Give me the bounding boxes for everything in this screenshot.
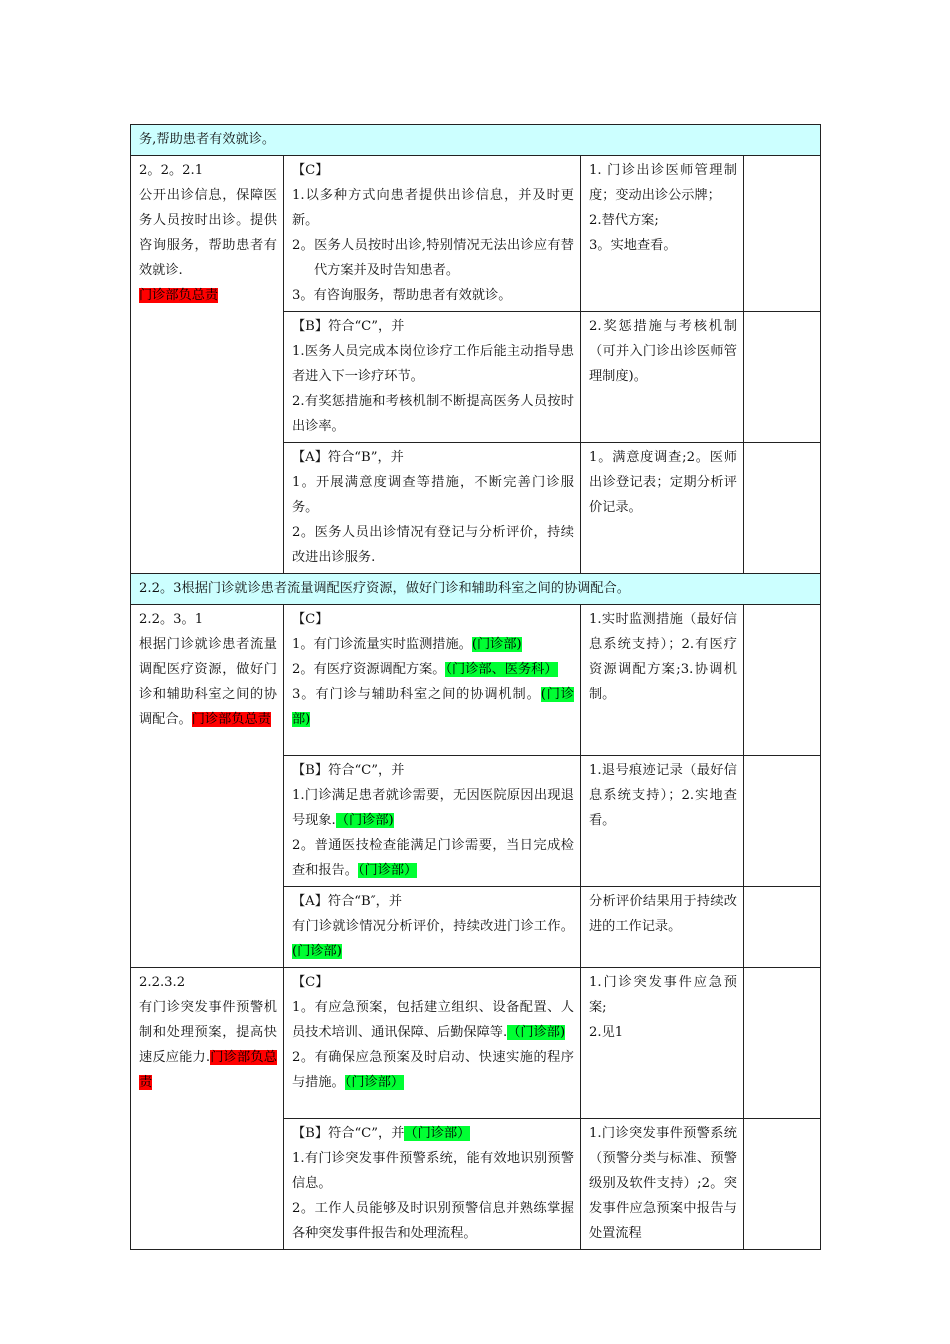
criteria-a-cell bbox=[284, 887, 581, 968]
dept-tag: (门诊部) bbox=[292, 687, 574, 727]
evidence-line: 2.替代方案; bbox=[589, 213, 659, 228]
evidence-line: 1.门诊突发事件预警系统（预警分类与标准、预警级别及软件支持）;2。突发事件应急预案中报告与处置流程 bbox=[589, 1126, 737, 1241]
criteria-c-cell bbox=[284, 968, 581, 1119]
section-header-cell: 务,帮助患者有效就诊。 bbox=[131, 125, 821, 156]
criteria-line: 2。有医疗资源调配方案。 bbox=[292, 662, 446, 677]
criteria-line: 1.以多种方式向患者提供出诊信息，并及时更新。 bbox=[292, 188, 574, 228]
evidence-line: 3。实地查看。 bbox=[589, 238, 677, 253]
criteria-line: 1。有应急预案，包括建立组织、设备配置、人员技术培训、通讯保障、后勤保障等. bbox=[292, 1000, 574, 1040]
grade-heading: 【A】符合“B″，并 bbox=[292, 894, 403, 909]
grade-heading: 【C】 bbox=[292, 612, 329, 627]
empty-cell bbox=[744, 443, 821, 574]
section-header-cell: 2.2。3根据门诊就诊患者流量调配医疗资源，做好门诊和辅助科室之间的协调配合。 bbox=[131, 574, 821, 605]
owner-highlight: 门诊部负总责 bbox=[191, 712, 271, 727]
item-cell bbox=[131, 968, 284, 1250]
criteria-line: 1.有门诊突发事件预警系统，能有效地识别预警信息。 bbox=[292, 1151, 574, 1191]
owner-highlight: 门诊部负总责 bbox=[139, 288, 219, 303]
empty-cell bbox=[744, 312, 821, 443]
criteria-line: 有门诊就诊情况分析评价，持续改进门诊工作。 bbox=[292, 919, 574, 934]
criteria-line: 1。有门诊流量实时监测措施。 bbox=[292, 637, 472, 652]
criteria-line: 3。有门诊与辅助科室之间的协调机制。 bbox=[292, 687, 541, 702]
empty-cell bbox=[744, 887, 821, 968]
criteria-c-cell bbox=[284, 156, 581, 312]
criteria-line: 2。医务人员按时出诊,特别情况无法出诊应有替代方案并及时告知患者。 bbox=[292, 238, 574, 278]
item-code: 2。2。2.1 bbox=[139, 163, 204, 178]
item-description: 根据门诊就诊患者流量调配医疗资源，做好门诊和辅助科室之间的协调配合。 bbox=[139, 637, 277, 727]
evidence-cell bbox=[581, 312, 744, 443]
dept-tag: （门诊部) bbox=[335, 813, 394, 828]
item-description: 有门诊突发事件预警机制和处理预案，提高快速反应能力. bbox=[139, 1000, 277, 1065]
empty-cell bbox=[744, 605, 821, 756]
dept-tag: （门诊部) bbox=[507, 1025, 566, 1040]
item-cell bbox=[131, 605, 284, 968]
evidence-cell bbox=[581, 443, 744, 574]
section-header-row bbox=[131, 125, 821, 156]
grade-heading: 【C】 bbox=[292, 163, 329, 178]
evidence-line: 2.见1 bbox=[589, 1025, 624, 1040]
evidence-cell bbox=[581, 1119, 744, 1250]
item-cell bbox=[131, 156, 284, 574]
empty-cell bbox=[744, 968, 821, 1119]
evidence-cell bbox=[581, 605, 744, 756]
grade-heading: 【B】符合“C”，并 bbox=[292, 1126, 405, 1141]
empty-cell bbox=[744, 756, 821, 887]
criteria-line: 2。工作人员能够及时识别预警信息并熟练掌握各种突发事件报告和处理流程。 bbox=[292, 1201, 574, 1241]
evidence-line: 1. 门诊出诊医师管理制度；变动出诊公示牌； bbox=[589, 163, 737, 203]
evidence-line: 1.退号痕迹记录（最好信息系统支持）；2.实地查看。 bbox=[589, 763, 737, 828]
grade-heading: 【A】符合“B”，并 bbox=[292, 450, 404, 465]
dept-tag: （门诊部、医务科） bbox=[445, 662, 558, 677]
dept-tag: (门诊部) bbox=[471, 637, 522, 652]
standards-table bbox=[130, 124, 821, 1250]
criteria-b-cell bbox=[284, 1119, 581, 1250]
criteria-b-cell bbox=[284, 312, 581, 443]
evidence-cell bbox=[581, 756, 744, 887]
owner-highlight: 门诊部负总责 bbox=[139, 1050, 277, 1090]
dept-tag: (门诊部) bbox=[292, 944, 342, 959]
dept-tag: （门诊部） bbox=[344, 1075, 405, 1090]
criteria-line: 3。有咨询服务，帮助患者有效就诊。 bbox=[292, 288, 512, 303]
criteria-b-cell bbox=[284, 756, 581, 887]
evidence-cell bbox=[581, 156, 744, 312]
criteria-line: 2。有确保应急预案及时启动、快速实施的程序与措施。 bbox=[292, 1050, 574, 1090]
criteria-line: 2。普通医技检查能满足门诊需要，当日完成检查和报告。 bbox=[292, 838, 574, 878]
table-row bbox=[131, 605, 821, 756]
item-description: 公开出诊信息，保障医务人员按时出诊。提供咨询服务，帮助患者有效就诊. bbox=[139, 188, 277, 278]
criteria-line: 1.医务人员完成本岗位诊疗工作后能主动指导患者进入下一诊疗环节。 bbox=[292, 344, 574, 384]
criteria-a-cell bbox=[284, 443, 581, 574]
item-code: 2.2。3。1 bbox=[139, 612, 204, 627]
evidence-line: 1。满意度调查;2。医师出诊登记表；定期分析评价记录。 bbox=[589, 450, 737, 515]
grade-heading: 【B】符合“C”，并 bbox=[292, 319, 405, 334]
evidence-line: 1.实时监测措施（最好信息系统支持）；2.有医疗资源调配方案;3.协调机制。 bbox=[589, 612, 737, 702]
item-code: 2.2.3.2 bbox=[139, 975, 186, 990]
evidence-line: 2.奖惩措施与考核机制（可并入门诊出诊医师管理制度)。 bbox=[589, 319, 737, 384]
evidence-cell bbox=[581, 968, 744, 1119]
criteria-line: 2.有奖惩措施和考核机制不断提高医务人员按时出诊率。 bbox=[292, 394, 574, 434]
evidence-cell bbox=[581, 887, 744, 968]
evidence-line: 分析评价结果用于持续改进的工作记录。 bbox=[589, 894, 737, 934]
table-row bbox=[131, 968, 821, 1119]
criteria-line: 1.门诊满足患者就诊需要，无因医院原因出现退号现象. bbox=[292, 788, 574, 828]
table-row bbox=[131, 156, 821, 312]
dept-tag: （门诊部） bbox=[404, 1126, 471, 1141]
criteria-line: 2。医务人员出诊情况有登记与分析评价，持续改进出诊服务. bbox=[292, 525, 574, 565]
dept-tag: （门诊部） bbox=[357, 863, 418, 878]
criteria-c-cell bbox=[284, 605, 581, 756]
grade-heading: 【C】 bbox=[292, 975, 329, 990]
criteria-line: 1。开展满意度调查等措施，不断完善门诊服务。 bbox=[292, 475, 574, 515]
evidence-line: 1.门诊突发事件应急预案; bbox=[589, 975, 737, 1015]
empty-cell bbox=[744, 156, 821, 312]
grade-heading: 【B】符合“C”，并 bbox=[292, 763, 405, 778]
empty-cell bbox=[744, 1119, 821, 1250]
section-header-row bbox=[131, 574, 821, 605]
